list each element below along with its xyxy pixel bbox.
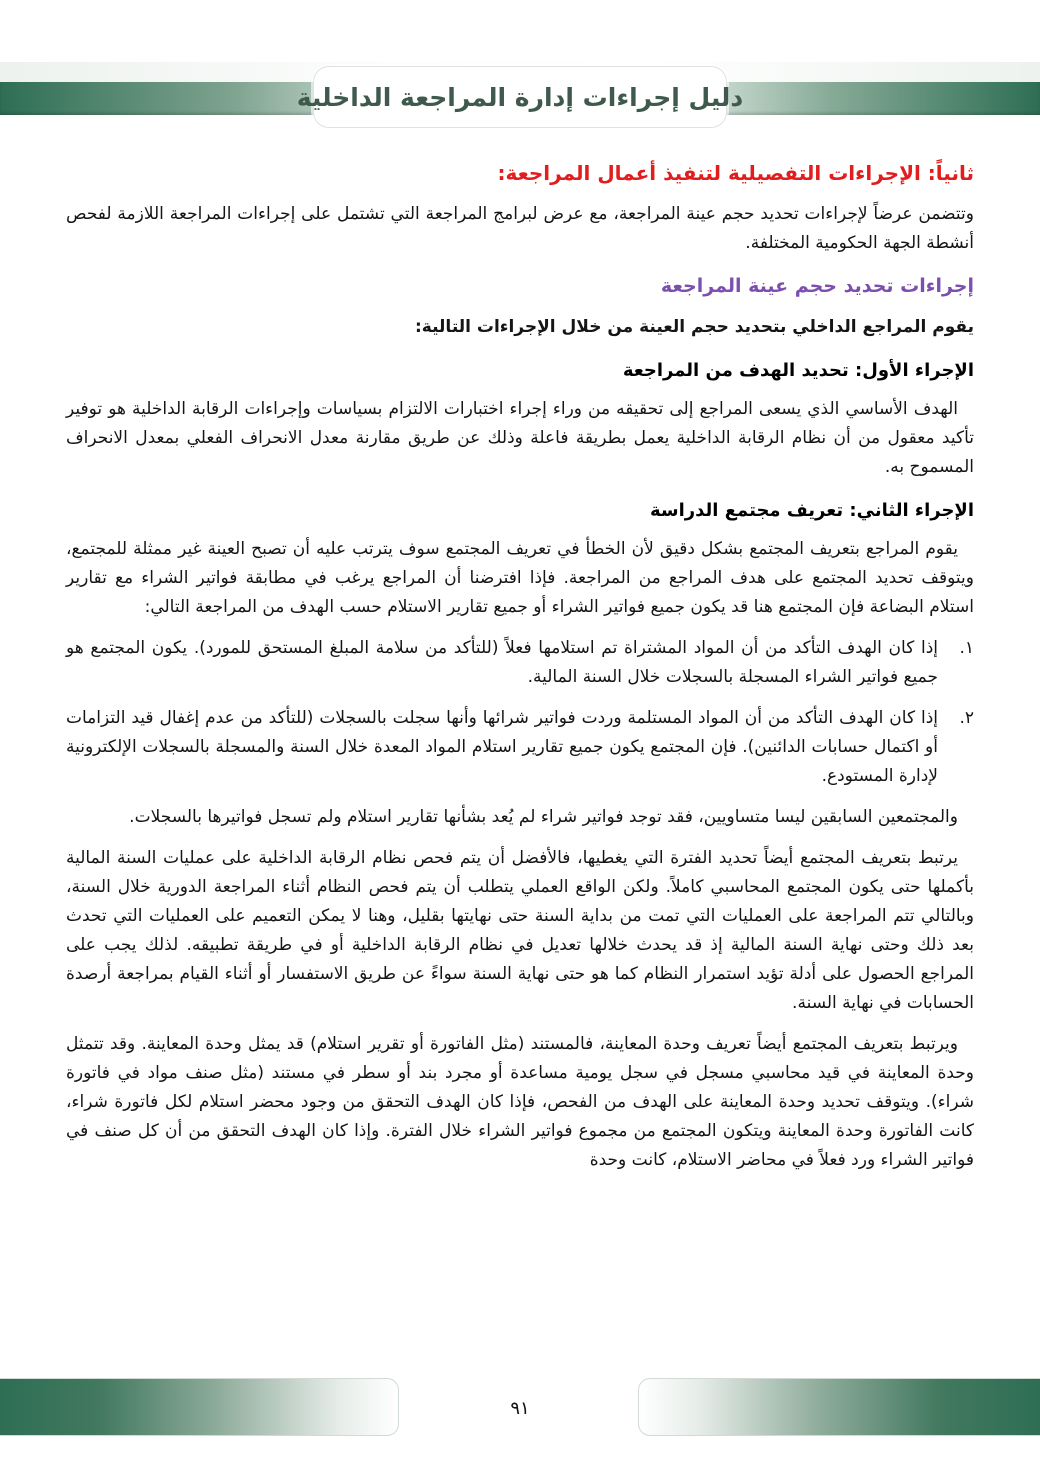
procedure-1-heading: الإجراء الأول: تحديد الهدف من المراجعة: [622, 360, 974, 381]
list-item-number: ١.: [959, 638, 974, 658]
heading-detailed-procedures: ثانياً: الإجراءات التفصيلية لتنفيذ أعمال المراجعة:: [497, 161, 974, 185]
intro-paragraph: وتتضمن عرضاً لإجراءات تحديد حجم عينة المراجعة، مع عرض لبرامج المراجعة التي تشتمل على إجراءات المراجعة اللازمة لفحص أنشطة الجهة الحكومية المختلفة.: [66, 204, 974, 253]
list-item-text: إذا كان الهدف التأكد من أن المواد المستلمة وردت فواتير شرائها وأنها سجلت بالسجلات (للتأكد من عدم إغفال قيد التزامات أو اكتمال حسابات الدائنين). فإن المجتمع يكون جميع تقارير استلام المواد المعدة خلال السنة والمسجلة بالسجلات الإلكترونية لإدارة المستودع.: [66, 708, 938, 786]
procedure-2-heading: الإجراء الثاني: تعريف مجتمع الدراسة: [650, 500, 974, 521]
document-title: دليل إجراءات إدارة المراجعة الداخلية: [296, 82, 744, 112]
list-item-number: ٢.: [959, 708, 974, 728]
closing-paragraph-1: والمجتمعين السابقين ليسا متساويين، فقد توجد فواتير شراء لم يُعد بشأنها تقارير استلام ولم تسجل فواتيرها بالسجلات.: [129, 807, 958, 827]
numbered-list: [66, 634, 974, 791]
closing-paragraph-3: ويرتبط بتعريف المجتمع أيضاً تعريف وحدة المعاينة، فالمستند (مثل الفاتورة أو تقرير استلام) قد يمثل وحدة المعاينة. وقد تتمثل وحدة المعاينة في قيد محاسبي مسجل في سجل يومية مساعدة أو مجرد بند أو سطر في مستند (مثل صنف مواد في فاتورة شراء). ويتوقف تحديد وحدة المعاينة على الهدف من الفحص، فإذا كان الهدف التحقق من وجود محضر استلام لكل فاتورة شراء، كانت الفاتورة وحدة المعاينة ويتكون المجتمع من مجموع فواتير الشراء خلال الفترة. وإذا كان الهدف التحقق من أن كل صنف في فواتير الشراء ورد فعلاً في محاضر الاستلام، كانت وحدة: [66, 1034, 974, 1170]
header-title-tab: [296, 66, 744, 128]
page-content: [66, 158, 974, 1187]
lead-paragraph: يقوم المراجع الداخلي بتحديد حجم العينة من خلال الإجراءات التالية:: [415, 317, 974, 337]
procedure-1-paragraph: الهدف الأساسي الذي يسعى المراجع إلى تحقيقه من وراء إجراء اختبارات الالتزام بسياسات وإجراءات الرقابة الداخلية هو توفير تأكيد معقول من أن نظام الرقابة الداخلية يعمل بطريقة فاعلة وذلك عن طريق مقارنة معدل الانحراف الفعلي بمعدل الانحراف المسموح به.: [66, 399, 974, 477]
list-item: [66, 704, 974, 791]
closing-paragraph-2: يرتبط بتعريف المجتمع أيضاً تحديد الفترة التي يغطيها، فالأفضل أن يتم فحص نظام الرقابة الداخلية على عمليات السنة المالية بأكملها حتى يكون المجتمع المحاسبي كاملاً. ولكن الواقع العملي يتطلب أن يتم فحص النظام أثناء المراجعة الدورية خلال السنة، وبالتالي تتم المراجعة على العمليات التي تمت من بداية السنة حتى نهايتها بقليل، وهنا لا يمكن التعميم على العمليات التي تحدث بعد ذلك وحتى نهاية السنة المالية إذ قد يحدث خلالها تعديل في نظام الرقابة الداخلية أو في طريقة تطبيقه. لذلك يجب على المراجع الحصول على أدلة تؤيد استمرار النظام كما هو حتى نهاية السنة سواءً عن طريق الاستفسار أو أثناء القيام بمراجعة أرصدة الحسابات في نهاية السنة.: [66, 848, 974, 1013]
heading-sample-size-procedures: إجراءات تحديد حجم عينة المراجعة: [660, 275, 974, 297]
page-number: ٩١: [510, 1398, 530, 1419]
list-item-text: إذا كان الهدف التأكد من أن المواد المشتراة تم استلامها فعلاً (للتأكد من سلامة المبلغ المستحق للمورد). يكون المجتمع هو جميع فواتير الشراء المسجلة بالسجلات خلال السنة المالية.: [66, 638, 938, 687]
procedure-2-paragraph: يقوم المراجع بتعريف المجتمع بشكل دقيق لأن الخطأ في تعريف المجتمع سوف يترتب عليه أن تصبح العينة غير ممثلة للمجتمع، ويتوقف تحديد المجتمع على هدف المراجع من المراجعة. فإذا افترضنا أن المراجع يرغب في مطابقة فواتير الشراء مع تقارير استلام البضاعة فإن المجتمع هنا قد يكون جميع فواتير الشراء أو جميع تقارير الاستلام حسب الهدف من المراجعة التالي:: [66, 539, 974, 617]
list-item: [66, 634, 974, 692]
